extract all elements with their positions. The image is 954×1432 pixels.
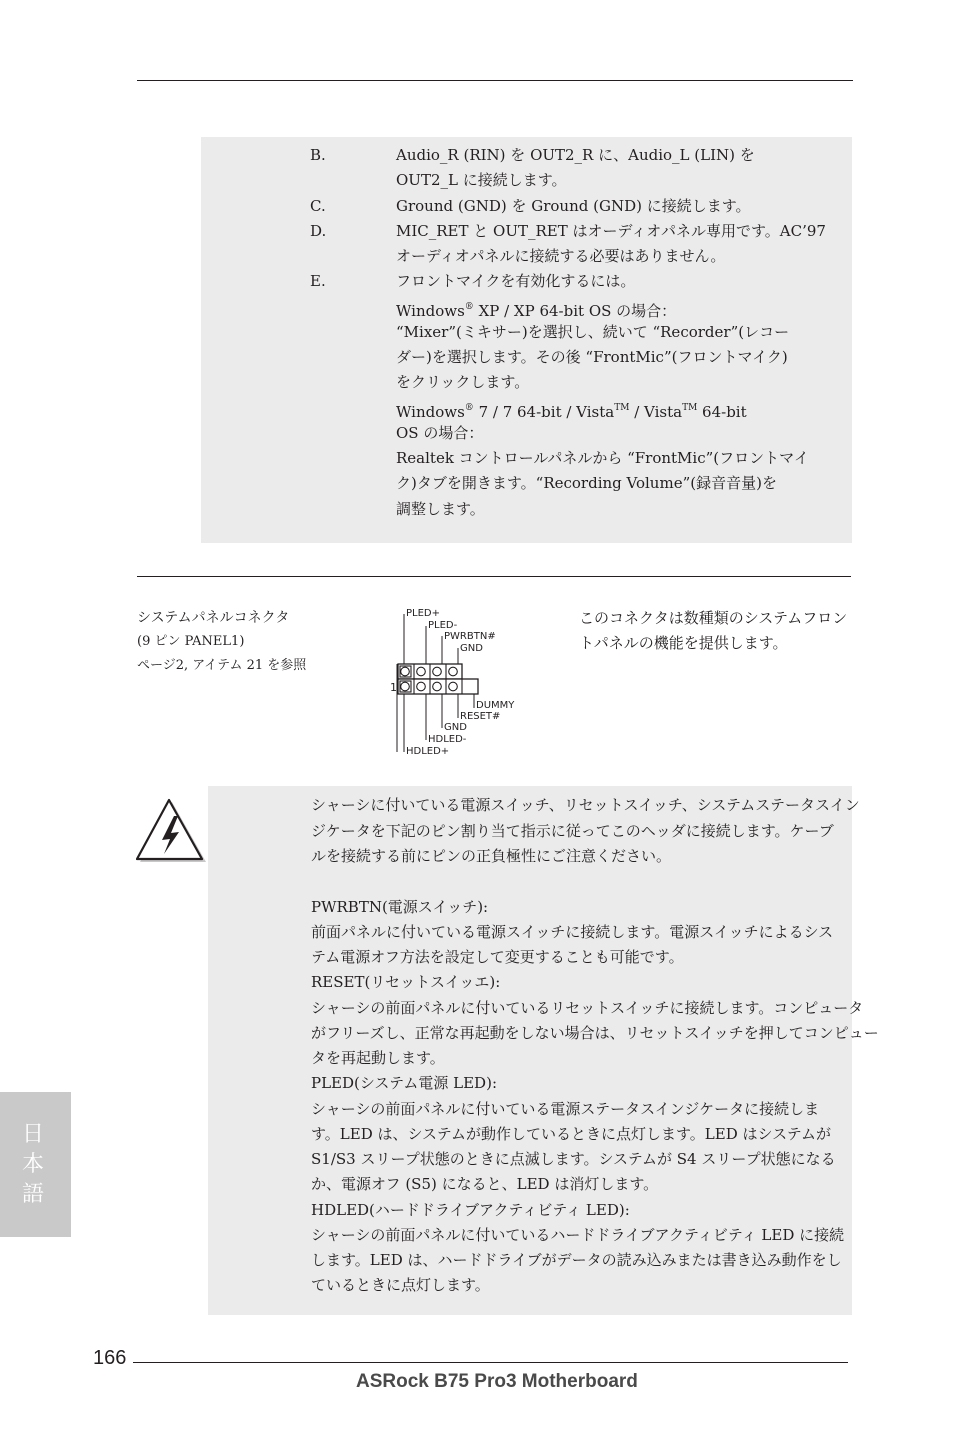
item-e-line-1: フロントマイクを有効化するには。 bbox=[396, 272, 636, 290]
pin-label-reset: RESET# bbox=[460, 711, 501, 722]
hdled-text-2: します。LED は、ハードドライブがデータの読み込みまたは書き込み動作をし bbox=[311, 1251, 842, 1269]
pin-label-pwrbtn: PWRBTN# bbox=[444, 631, 496, 642]
item-b-line-2: OUT2_L に接続します。 bbox=[396, 171, 567, 189]
pin-label-pled-minus: PLED- bbox=[428, 620, 458, 631]
top-rule bbox=[137, 80, 853, 81]
pwrbtn-text-1: 前面パネルに付いている電源スイッチに接続します。電源スイッチによるシス bbox=[311, 923, 834, 941]
windows-xp-heading: Windows® XP / XP 64-bit OS の場合： bbox=[396, 302, 677, 320]
xp-line-1: “Mixer”(ミキサー)を選択し、続いて “Recorder”(レコー bbox=[396, 323, 790, 341]
connector-title: システムパネルコネクタ bbox=[137, 610, 290, 626]
item-c-line-1: Ground (GND) を Ground (GND) に接続します。 bbox=[396, 197, 751, 215]
page-number: 166 bbox=[93, 1347, 127, 1369]
language-tab-label: 日本語 bbox=[22, 1122, 45, 1207]
pled-text-2: す。LED は、システムが動作しているときに点灯します。LED はシステムが bbox=[311, 1125, 832, 1143]
pin-label-gnd-bottom: GND bbox=[444, 722, 467, 733]
reset-heading: RESET(リセットスイッエ): bbox=[311, 973, 501, 991]
section-rule bbox=[137, 576, 851, 577]
item-b-letter: B. bbox=[310, 146, 326, 164]
reset-text-2: がフリーズし、正常な再起動をしない場合は、リセットスイッチを押してコンピュー bbox=[311, 1024, 879, 1042]
connector-description-2: トパネルの機能を提供します。 bbox=[579, 634, 788, 652]
pin-label-dummy: DUMMY bbox=[476, 700, 515, 711]
win7-line-3: ク)タブを開きます。“Recording Volume”(録音音量)を bbox=[396, 474, 777, 492]
pled-text-4: か、電源オフ (S5) になると、LED は消灯します。 bbox=[311, 1175, 659, 1193]
pin-label-hdled-minus: HDLED- bbox=[428, 734, 467, 745]
xp-line-3: をクリックします。 bbox=[396, 373, 530, 391]
hdled-text-1: シャーシの前面パネルに付いているハードドライブアクティビティ LED に接続 bbox=[311, 1226, 845, 1244]
connector-id: (9 ピン PANEL1) bbox=[137, 634, 245, 649]
footer-product-name: ASRock B75 Pro3 Motherboard bbox=[356, 1371, 638, 1392]
win7-line-4: 調整します。 bbox=[396, 500, 485, 518]
language-tab bbox=[0, 1092, 71, 1237]
win7-line-2: Realtek コントロールパネルから “FrontMic”(フロントマイ bbox=[396, 449, 809, 467]
item-b-line-1: Audio_R (RIN) を OUT2_R に、Audio_L (LIN) を bbox=[396, 146, 755, 164]
item-e-letter: E. bbox=[310, 272, 326, 290]
item-d-letter: D. bbox=[310, 222, 327, 240]
pled-text-1: シャーシの前面パネルに付いている電源ステータスインジケータに接続しま bbox=[311, 1100, 820, 1118]
footer-rule bbox=[133, 1362, 848, 1363]
reset-text-3: タを再起動します。 bbox=[311, 1049, 445, 1067]
pin-label-gnd-top: GND bbox=[460, 643, 483, 654]
connector-ref: ページ2, アイテム 21 を参照 bbox=[137, 658, 307, 673]
item-d-line-1: MIC_RET と OUT_RET はオーディオパネル専用です。AC’97 bbox=[396, 222, 826, 240]
windows-7-heading: Windows® 7 / 7 64-bit / Vista™ / Vista™ 64-bit bbox=[396, 403, 747, 421]
pled-text-3: S1/S3 スリープ状態のときに点滅します。システムが S4 スリープ状態になる bbox=[311, 1150, 836, 1168]
reset-text-1: シャーシの前面パネルに付いているリセットスイッチに接続します。コンピュータ bbox=[311, 999, 864, 1017]
xp-line-2: ダー)を選択します。その後 “FrontMic”(フロントマイク) bbox=[396, 348, 788, 366]
hdled-text-3: ているときに点灯します。 bbox=[311, 1276, 490, 1294]
warning-intro-1: シャーシに付いている電源スイッチ、リセットスイッチ、システムステータスイン bbox=[311, 796, 860, 814]
warning-intro-3: ルを接続する前にピンの正負極性にご注意ください。 bbox=[311, 847, 672, 865]
win7-line-1: OS の場合： bbox=[396, 424, 484, 442]
pin1-label: 1 bbox=[390, 681, 397, 694]
item-d-line-2: オーディオパネルに接続する必要はありません。 bbox=[396, 247, 726, 265]
hdled-heading: HDLED(ハードドライブアクティビティ LED): bbox=[311, 1201, 630, 1219]
panel1-pin-diagram bbox=[388, 604, 524, 756]
connector-description-1: このコネクタは数種類のシステムフロン bbox=[579, 609, 848, 627]
warning-lightning-icon bbox=[136, 798, 210, 866]
pwrbtn-heading: PWRBTN(電源スイッチ): bbox=[311, 898, 489, 916]
warning-intro-2: ジケータを下記のピン割り当て指示に従ってこのヘッダに接続します。ケーブ bbox=[311, 822, 834, 840]
item-c-letter: C. bbox=[310, 197, 326, 215]
pled-heading: PLED(システム電源 LED): bbox=[311, 1074, 497, 1092]
pwrbtn-text-2: テム電源オフ方法を設定して変更することも可能です。 bbox=[311, 948, 684, 966]
pin-label-pled-plus: PLED+ bbox=[406, 608, 440, 619]
pin-label-hdled-plus: HDLED+ bbox=[406, 746, 450, 756]
